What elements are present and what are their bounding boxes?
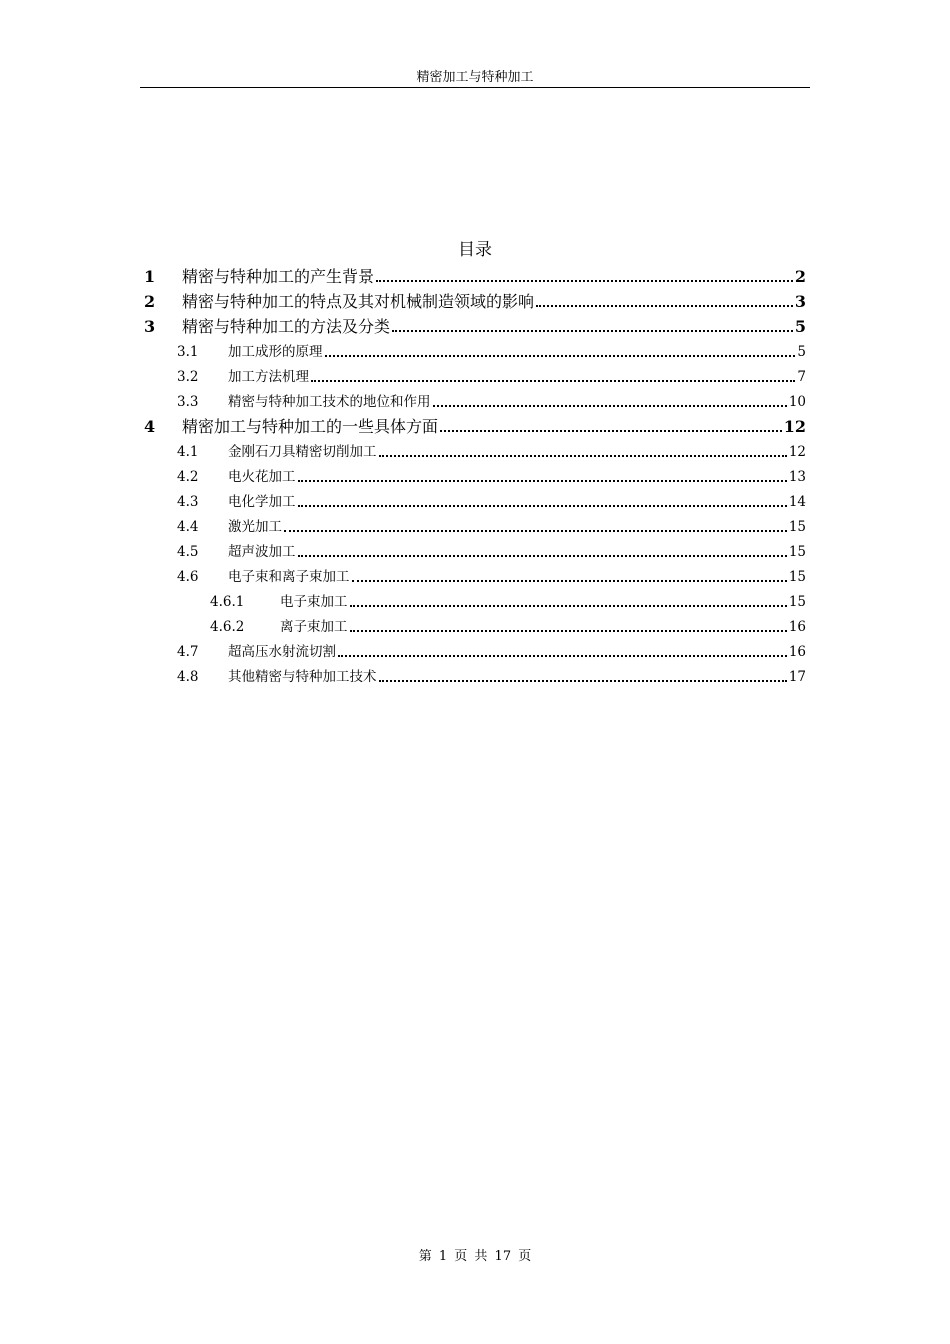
- toc-dot-leader: [338, 655, 787, 657]
- toc-entry-title: 加工方法机理: [228, 369, 309, 385]
- toc-entry-number: 3: [144, 317, 156, 336]
- toc-entry-page: 5: [797, 344, 806, 360]
- running-header: 精密加工与特种加工: [416, 70, 534, 85]
- toc-entry-title: 金刚石刀具精密切削加工: [228, 444, 377, 460]
- page-footer: 第 1 页 共 17 页: [418, 1249, 532, 1264]
- toc-dot-leader: [350, 605, 787, 607]
- toc-dot-leader: [376, 280, 793, 282]
- toc-entry-title: 精密与特种加工的方法及分类: [182, 317, 391, 336]
- toc-entry[interactable]: [140, 287, 806, 312]
- toc-entry-page: 17: [788, 669, 806, 685]
- toc-dot-leader: [440, 430, 782, 432]
- toc-entry-title: 电火花加工: [228, 469, 296, 485]
- toc-entry-page: 15: [788, 519, 806, 535]
- header-rule: [140, 87, 810, 88]
- toc-entry-number: 4.6: [177, 569, 199, 585]
- toc-entry[interactable]: [140, 437, 806, 462]
- toc-entry-title: 超高压水射流切割: [228, 644, 336, 660]
- toc-entry-title: 电化学加工: [228, 494, 296, 510]
- toc-entry-number: 4.4: [177, 519, 199, 535]
- toc-entry[interactable]: [140, 412, 806, 437]
- toc-entry-page: 15: [788, 544, 806, 560]
- toc-entry-title: 精密与特种加工的特点及其对机械制造领域的影响: [182, 292, 535, 311]
- toc-entry[interactable]: [140, 387, 806, 412]
- table-of-contents: [140, 262, 806, 687]
- toc-entry-title: 精密与特种加工技术的地位和作用: [228, 394, 431, 410]
- toc-entry-page: 16: [788, 644, 806, 660]
- toc-entry[interactable]: [140, 462, 806, 487]
- toc-entry[interactable]: [140, 262, 806, 287]
- toc-entry-page: 10: [788, 394, 806, 410]
- toc-entry-page: 13: [788, 469, 806, 485]
- toc-entry-page: 2: [794, 267, 806, 286]
- toc-entry-title: 其他精密与特种加工技术: [228, 669, 377, 685]
- toc-entry-page: 12: [788, 444, 806, 460]
- toc-entry-title: 加工成形的原理: [228, 344, 323, 360]
- toc-entry-page: 14: [788, 494, 806, 510]
- toc-entry-number: 1: [144, 267, 156, 286]
- toc-entry-number: 4.8: [177, 669, 199, 685]
- toc-entry-number: 3.2: [177, 369, 199, 385]
- toc-dot-leader: [433, 405, 787, 407]
- toc-entry-number: 4.2: [177, 469, 199, 485]
- toc-entry[interactable]: [140, 612, 806, 637]
- toc-entry-number: 4.1: [177, 444, 199, 460]
- toc-dot-leader: [325, 355, 796, 357]
- toc-entry-number: 3.3: [177, 394, 199, 410]
- toc-dot-leader: [379, 680, 787, 682]
- toc-entry-page: 3: [794, 292, 806, 311]
- toc-entry-title: 激光加工: [228, 519, 282, 535]
- toc-dot-leader: [284, 530, 787, 532]
- toc-entry[interactable]: [140, 587, 806, 612]
- toc-dot-leader: [298, 480, 787, 482]
- toc-entry-number: 4.5: [177, 544, 199, 560]
- toc-entry[interactable]: [140, 662, 806, 687]
- toc-dot-leader: [298, 555, 787, 557]
- toc-entry-title: 电子束和离子束加工: [228, 569, 350, 585]
- toc-entry[interactable]: [140, 562, 806, 587]
- toc-entry-page: 16: [788, 619, 806, 635]
- toc-dot-leader: [536, 305, 793, 307]
- toc-entry-number: 4.3: [177, 494, 199, 510]
- toc-dot-leader: [350, 630, 787, 632]
- toc-title: 目录: [458, 240, 492, 260]
- toc-entry[interactable]: [140, 537, 806, 562]
- toc-dot-leader: [298, 505, 787, 507]
- toc-entry-page: 5: [794, 317, 806, 336]
- toc-entry-number: 4.6.1: [210, 594, 245, 610]
- toc-entry-page: 7: [797, 369, 806, 385]
- toc-entry-title: 离子束加工: [280, 619, 348, 635]
- toc-entry-number: 4.6.2: [210, 619, 245, 635]
- toc-entry[interactable]: [140, 362, 806, 387]
- toc-entry-page: 12: [783, 417, 806, 436]
- toc-entry-title: 精密加工与特种加工的一些具体方面: [182, 417, 439, 436]
- toc-entry-title: 电子束加工: [280, 594, 348, 610]
- toc-entry[interactable]: [140, 487, 806, 512]
- toc-entry[interactable]: [140, 637, 806, 662]
- toc-entry-number: 4: [144, 417, 156, 436]
- toc-entry-number: 4.7: [177, 644, 199, 660]
- toc-entry-page: 15: [788, 594, 806, 610]
- toc-entry-number: 3.1: [177, 344, 199, 360]
- toc-entry-page: 15: [788, 569, 806, 585]
- toc-dot-leader: [311, 380, 795, 382]
- toc-entry[interactable]: [140, 337, 806, 362]
- toc-dot-leader: [352, 580, 787, 582]
- toc-entry[interactable]: [140, 512, 806, 537]
- toc-entry[interactable]: [140, 312, 806, 337]
- toc-entry-number: 2: [144, 292, 156, 311]
- toc-dot-leader: [379, 455, 787, 457]
- toc-dot-leader: [392, 330, 793, 332]
- toc-entry-title: 超声波加工: [228, 544, 296, 560]
- toc-entry-title: 精密与特种加工的产生背景: [182, 267, 375, 286]
